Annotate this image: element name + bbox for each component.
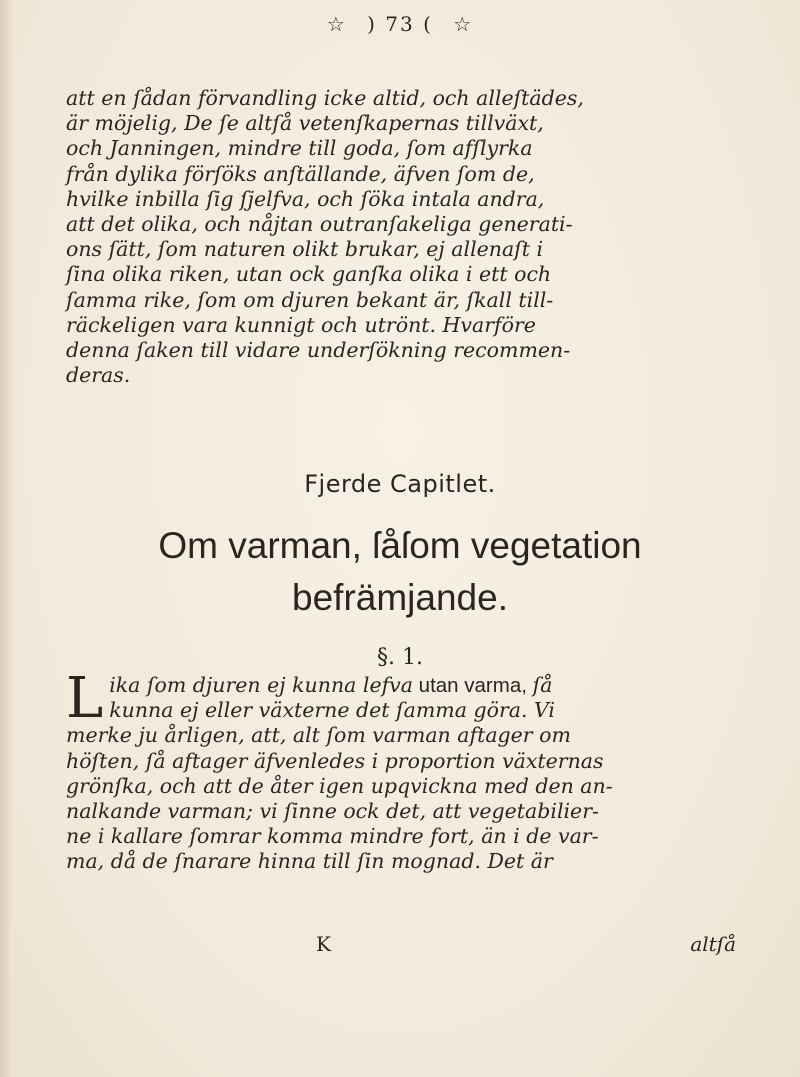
page-header [0, 12, 800, 36]
text-fragment-italic: ika ſom djuren ej kunna lefva [109, 673, 413, 697]
drop-cap: L [66, 666, 104, 731]
text-line: kunna ej eller växterne det ſamma göra. Vi [109, 698, 555, 723]
catchword: altſå [690, 932, 736, 956]
section-number: §. 1. [377, 645, 423, 670]
text-line: ſamma rike, ſom om djuren bekant är, ſkall till- [66, 287, 554, 312]
header-star-left: ☆ [326, 12, 347, 36]
text-line: merke ju årligen, att, alt ſom varman aftager om [66, 723, 571, 748]
text-line: från dylika förſöks anſtällande, äfven ſom de, [66, 161, 535, 186]
text-fragment-roman: utan varma, [412, 674, 533, 697]
text-line: deras. [66, 363, 131, 388]
text-line: ne i kallare ſomrar komma mindre fort, än i de var- [66, 824, 599, 849]
header-star-right: ☆ [453, 12, 474, 36]
text-line: nalkande varman; vi ſinne ock det, att vegetabilier- [66, 799, 599, 824]
text-line: ons ſätt, ſom naturen olikt brukar, ej allenaſt i [66, 237, 544, 262]
signature-mark: K [316, 932, 331, 956]
paragraph-2 [66, 666, 736, 875]
text-line: att en ſådan förvandling icke altid, och alleſtädes, [66, 86, 584, 110]
text-line: grönſka, och att de åter igen upqvickna med den an- [66, 773, 613, 798]
text-line: denna ſaken till vidare underſökning recommen- [66, 338, 571, 363]
chapter-heading: Fjerde Capitlet. [304, 470, 496, 498]
text-line: ſina olika riken, utan ock ganſka olika i ett och [66, 262, 552, 287]
page-number: ) 73 ( [367, 12, 433, 36]
chapter-title-line-1: Om varman, ſåſom vegetation [158, 525, 642, 566]
chapter-title-line-2: befrämjande. [292, 577, 508, 618]
paragraph-1 [66, 86, 736, 388]
text-line [66, 673, 736, 698]
text-line: och Janningen, mindre till goda, ſom afſlyrka [66, 136, 533, 161]
text-line: ma, då de ſnarare hinna till ſin mognad. Det är [66, 849, 553, 874]
text-line: är möjelig, De ſe altſå vetenſkapernas tillväxt, [66, 111, 544, 136]
catchline [66, 932, 736, 956]
text-line: hvilke inbilla ſig ſjelfva, och ſöka intala andra, [66, 186, 545, 211]
text-line: att det olika, och nåjtan outranſakeliga generati- [66, 212, 573, 237]
text-line: räckeligen vara kunnigt och utrönt. Hvarföre [66, 312, 536, 337]
text-fragment-italic: ſå [532, 673, 553, 697]
text-line: höſten, ſå aftager äfvenledes i proportion växternas [66, 748, 604, 773]
